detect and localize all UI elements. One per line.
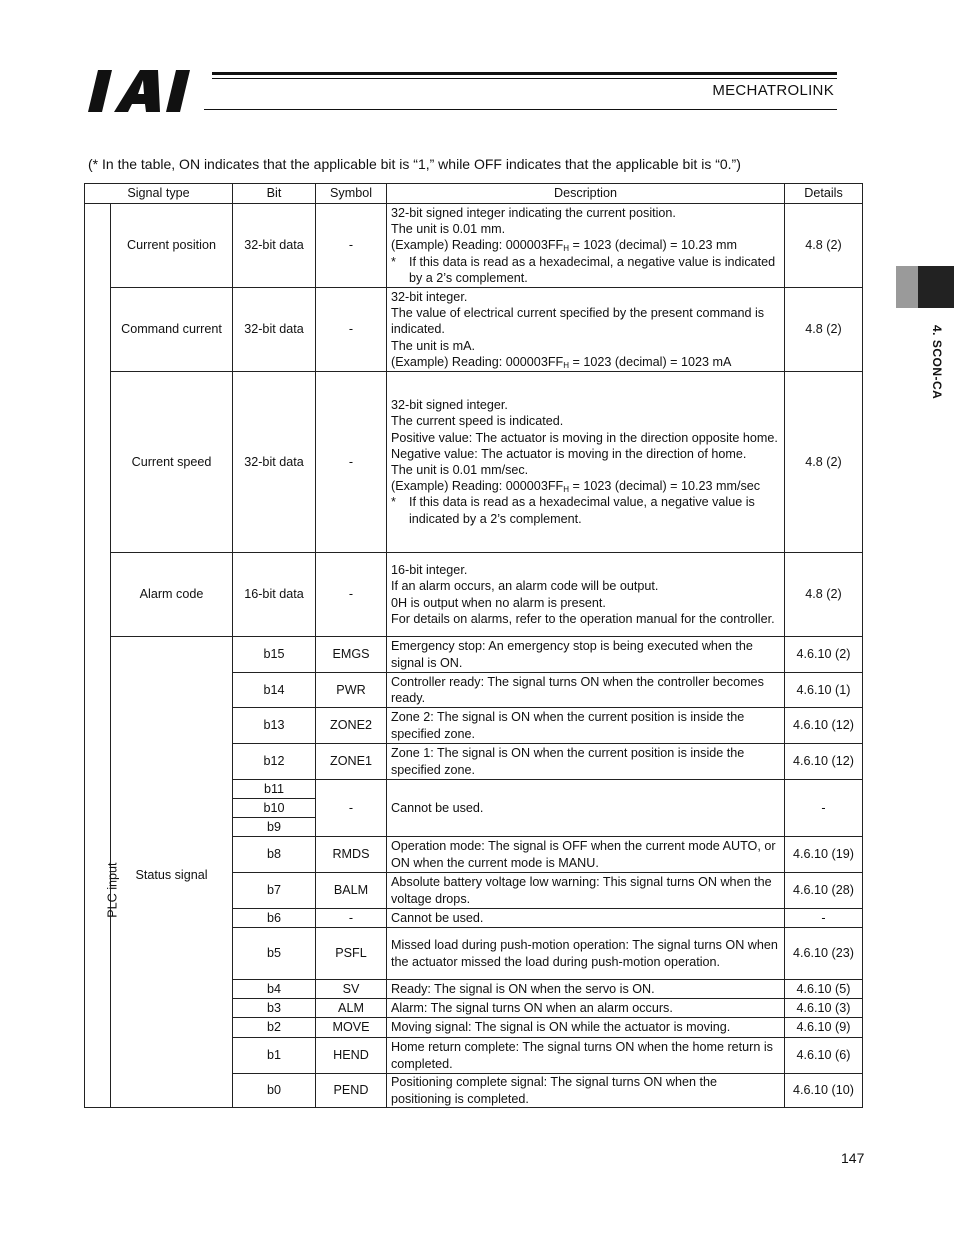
bit-cell: b5 xyxy=(233,928,316,980)
details-cell: 4.6.10 (1) xyxy=(785,673,863,708)
description-cell: Alarm: The signal turns ON when an alarm occurs. xyxy=(387,999,785,1018)
header-rule-thin xyxy=(212,78,837,79)
details-cell: 4.6.10 (10) xyxy=(785,1074,863,1108)
header-details: Details xyxy=(785,184,863,204)
description-cell: Controller ready: The signal turns ON when the controller becomes ready. xyxy=(387,673,785,708)
symbol-cell: ZONE1 xyxy=(316,744,387,780)
details-cell: 4.6.10 (28) xyxy=(785,873,863,909)
symbol-cell: - xyxy=(316,780,387,837)
product-name: MECHATROLINK xyxy=(712,82,834,99)
symbol-cell: PSFL xyxy=(316,928,387,980)
symbol-cell: ZONE2 xyxy=(316,708,387,744)
bit-cell: b10 xyxy=(233,799,316,818)
signal-type: Command current xyxy=(111,288,233,372)
header-rule-thick xyxy=(212,72,837,75)
chapter-tab-dark xyxy=(918,266,954,308)
description-cell: Cannot be used. xyxy=(387,909,785,928)
details-cell: 4.8 (2) xyxy=(785,372,863,553)
description-cell: Zone 1: The signal is ON when the current position is inside the specified zone. xyxy=(387,744,785,780)
symbol-cell: - xyxy=(316,553,387,637)
bit-cell: b6 xyxy=(233,909,316,928)
details-cell: 4.8 (2) xyxy=(785,553,863,637)
symbol-cell: BALM xyxy=(316,873,387,909)
signal-type: Alarm code xyxy=(111,553,233,637)
bit-cell: b13 xyxy=(233,708,316,744)
group-label: PLC input xyxy=(105,862,120,919)
details-cell: 4.6.10 (6) xyxy=(785,1038,863,1074)
bit-cell: 32-bit data xyxy=(233,372,316,553)
description-cell: 32-bit signed integer indicating the current position. The unit is 0.01 mm. (Example) Reading: $000003FF_H = 1023$ (decimal) = 10.23 mm * If this data is read as a hexadecimal, a negative value is indicated by a 2’s complement. xyxy=(387,204,785,288)
table-row xyxy=(85,204,863,288)
bit-cell: 32-bit data xyxy=(233,204,316,288)
bit-cell: b2 xyxy=(233,1018,316,1038)
symbol-cell: - xyxy=(316,204,387,288)
header-rule-bottom xyxy=(204,109,837,110)
symbol-cell: - xyxy=(316,372,387,553)
signal-type: Status signal xyxy=(111,637,233,1108)
description-cell: Missed load during push-motion operation: The signal turns ON when the actuator missed the load during push-motion operation. xyxy=(387,928,785,980)
bit-cell: b8 xyxy=(233,837,316,873)
description-cell: Cannot be used. xyxy=(387,780,785,837)
description-cell: Moving signal: The signal is ON while the actuator is moving. xyxy=(387,1018,785,1038)
chapter-tab-light xyxy=(896,266,918,308)
symbol-cell: PWR xyxy=(316,673,387,708)
chapter-label: 4. SCON-CA xyxy=(930,325,944,400)
description-cell: Ready: The signal is ON when the servo is ON. xyxy=(387,980,785,999)
symbol-cell: PEND xyxy=(316,1074,387,1108)
description-cell: 16-bit integer. If an alarm occurs, an alarm code will be output. 0H is output when no alarm is present. For details on alarms, refer to the operation manual for the controller. xyxy=(387,553,785,637)
symbol-cell: - xyxy=(316,909,387,928)
bit-cell: b15 xyxy=(233,637,316,673)
bit-cell: b12 xyxy=(233,744,316,780)
header-description: Description xyxy=(387,184,785,204)
symbol-cell: RMDS xyxy=(316,837,387,873)
header-symbol: Symbol xyxy=(316,184,387,204)
description-cell: 32-bit signed integer. The current speed is indicated. Positive value: The actuator is moving in the direction opposite home. Negative value: The actuator is moving in the direction of home. The unit is 0.01 mm/sec. (Example) Reading: $000003FF_H = 1023$ (decimal) = 10.23 mm/sec * If this data is read as a hexadecimal value, a negative value is indicated by a 2’s complement. xyxy=(387,372,785,553)
symbol-cell: MOVE xyxy=(316,1018,387,1038)
bit-cell: b0 xyxy=(233,1074,316,1108)
table-note: (* In the table, ON indicates that the applicable bit is “1,” while OFF indicates that the applicable bit is “0.”) xyxy=(88,156,741,172)
table-row xyxy=(85,637,863,673)
symbol-cell: EMGS xyxy=(316,637,387,673)
bit-cell: 16-bit data xyxy=(233,553,316,637)
bit-cell: b9 xyxy=(233,818,316,837)
details-cell: 4.6.10 (23) xyxy=(785,928,863,980)
description-cell: Positioning complete signal: The signal turns ON when the positioning is completed. xyxy=(387,1074,785,1108)
bit-cell: b1 xyxy=(233,1038,316,1074)
details-cell: 4.6.10 (19) xyxy=(785,837,863,873)
group-cell xyxy=(85,204,120,1108)
iai-logo xyxy=(88,70,208,112)
symbol-cell: SV xyxy=(316,980,387,999)
details-cell: 4.8 (2) xyxy=(785,288,863,372)
details-cell: 4.6.10 (9) xyxy=(785,1018,863,1038)
table-header-row xyxy=(85,184,863,204)
details-cell: 4.6.10 (3) xyxy=(785,999,863,1018)
signal-type: Current position xyxy=(111,204,233,288)
symbol-cell: ALM xyxy=(316,999,387,1018)
bit-cell: b11 xyxy=(233,780,316,799)
details-cell: - xyxy=(785,780,863,837)
description-cell: Emergency stop: An emergency stop is being executed when the signal is ON. xyxy=(387,637,785,673)
bit-cell: b14 xyxy=(233,673,316,708)
description-cell: 32-bit integer. The value of electrical current specified by the present command is indicated. The unit is mA. (Example) Reading: $000003FF_H = 1023$ (decimal) = 1023 mA xyxy=(387,288,785,372)
details-cell: 4.6.10 (12) xyxy=(785,708,863,744)
description-cell: Operation mode: The signal is OFF when the current mode AUTO, or ON when the current mode is MANU. xyxy=(387,837,785,873)
details-cell: 4.6.10 (12) xyxy=(785,744,863,780)
table-row xyxy=(85,553,863,637)
bit-cell: b7 xyxy=(233,873,316,909)
table-row xyxy=(85,288,863,372)
bit-cell: 32-bit data xyxy=(233,288,316,372)
symbol-cell: - xyxy=(316,288,387,372)
symbol-cell: HEND xyxy=(316,1038,387,1074)
bit-cell: b3 xyxy=(233,999,316,1018)
header-bit: Bit xyxy=(233,184,316,204)
details-cell: 4.6.10 (2) xyxy=(785,637,863,673)
details-cell: 4.8 (2) xyxy=(785,204,863,288)
signal-type: Current speed xyxy=(111,372,233,553)
page-number: 147 xyxy=(841,1150,865,1166)
description-cell: Home return complete: The signal turns ON when the home return is completed. xyxy=(387,1038,785,1074)
header-signal-type: Signal type xyxy=(85,184,233,204)
description-cell: Zone 2: The signal is ON when the current position is inside the specified zone. xyxy=(387,708,785,744)
description-cell: Absolute battery voltage low warning: This signal turns ON when the voltage drops. xyxy=(387,873,785,909)
details-cell: - xyxy=(785,909,863,928)
signal-table xyxy=(84,183,863,1108)
details-cell: 4.6.10 (5) xyxy=(785,980,863,999)
bit-cell: b4 xyxy=(233,980,316,999)
table-row xyxy=(85,372,863,553)
